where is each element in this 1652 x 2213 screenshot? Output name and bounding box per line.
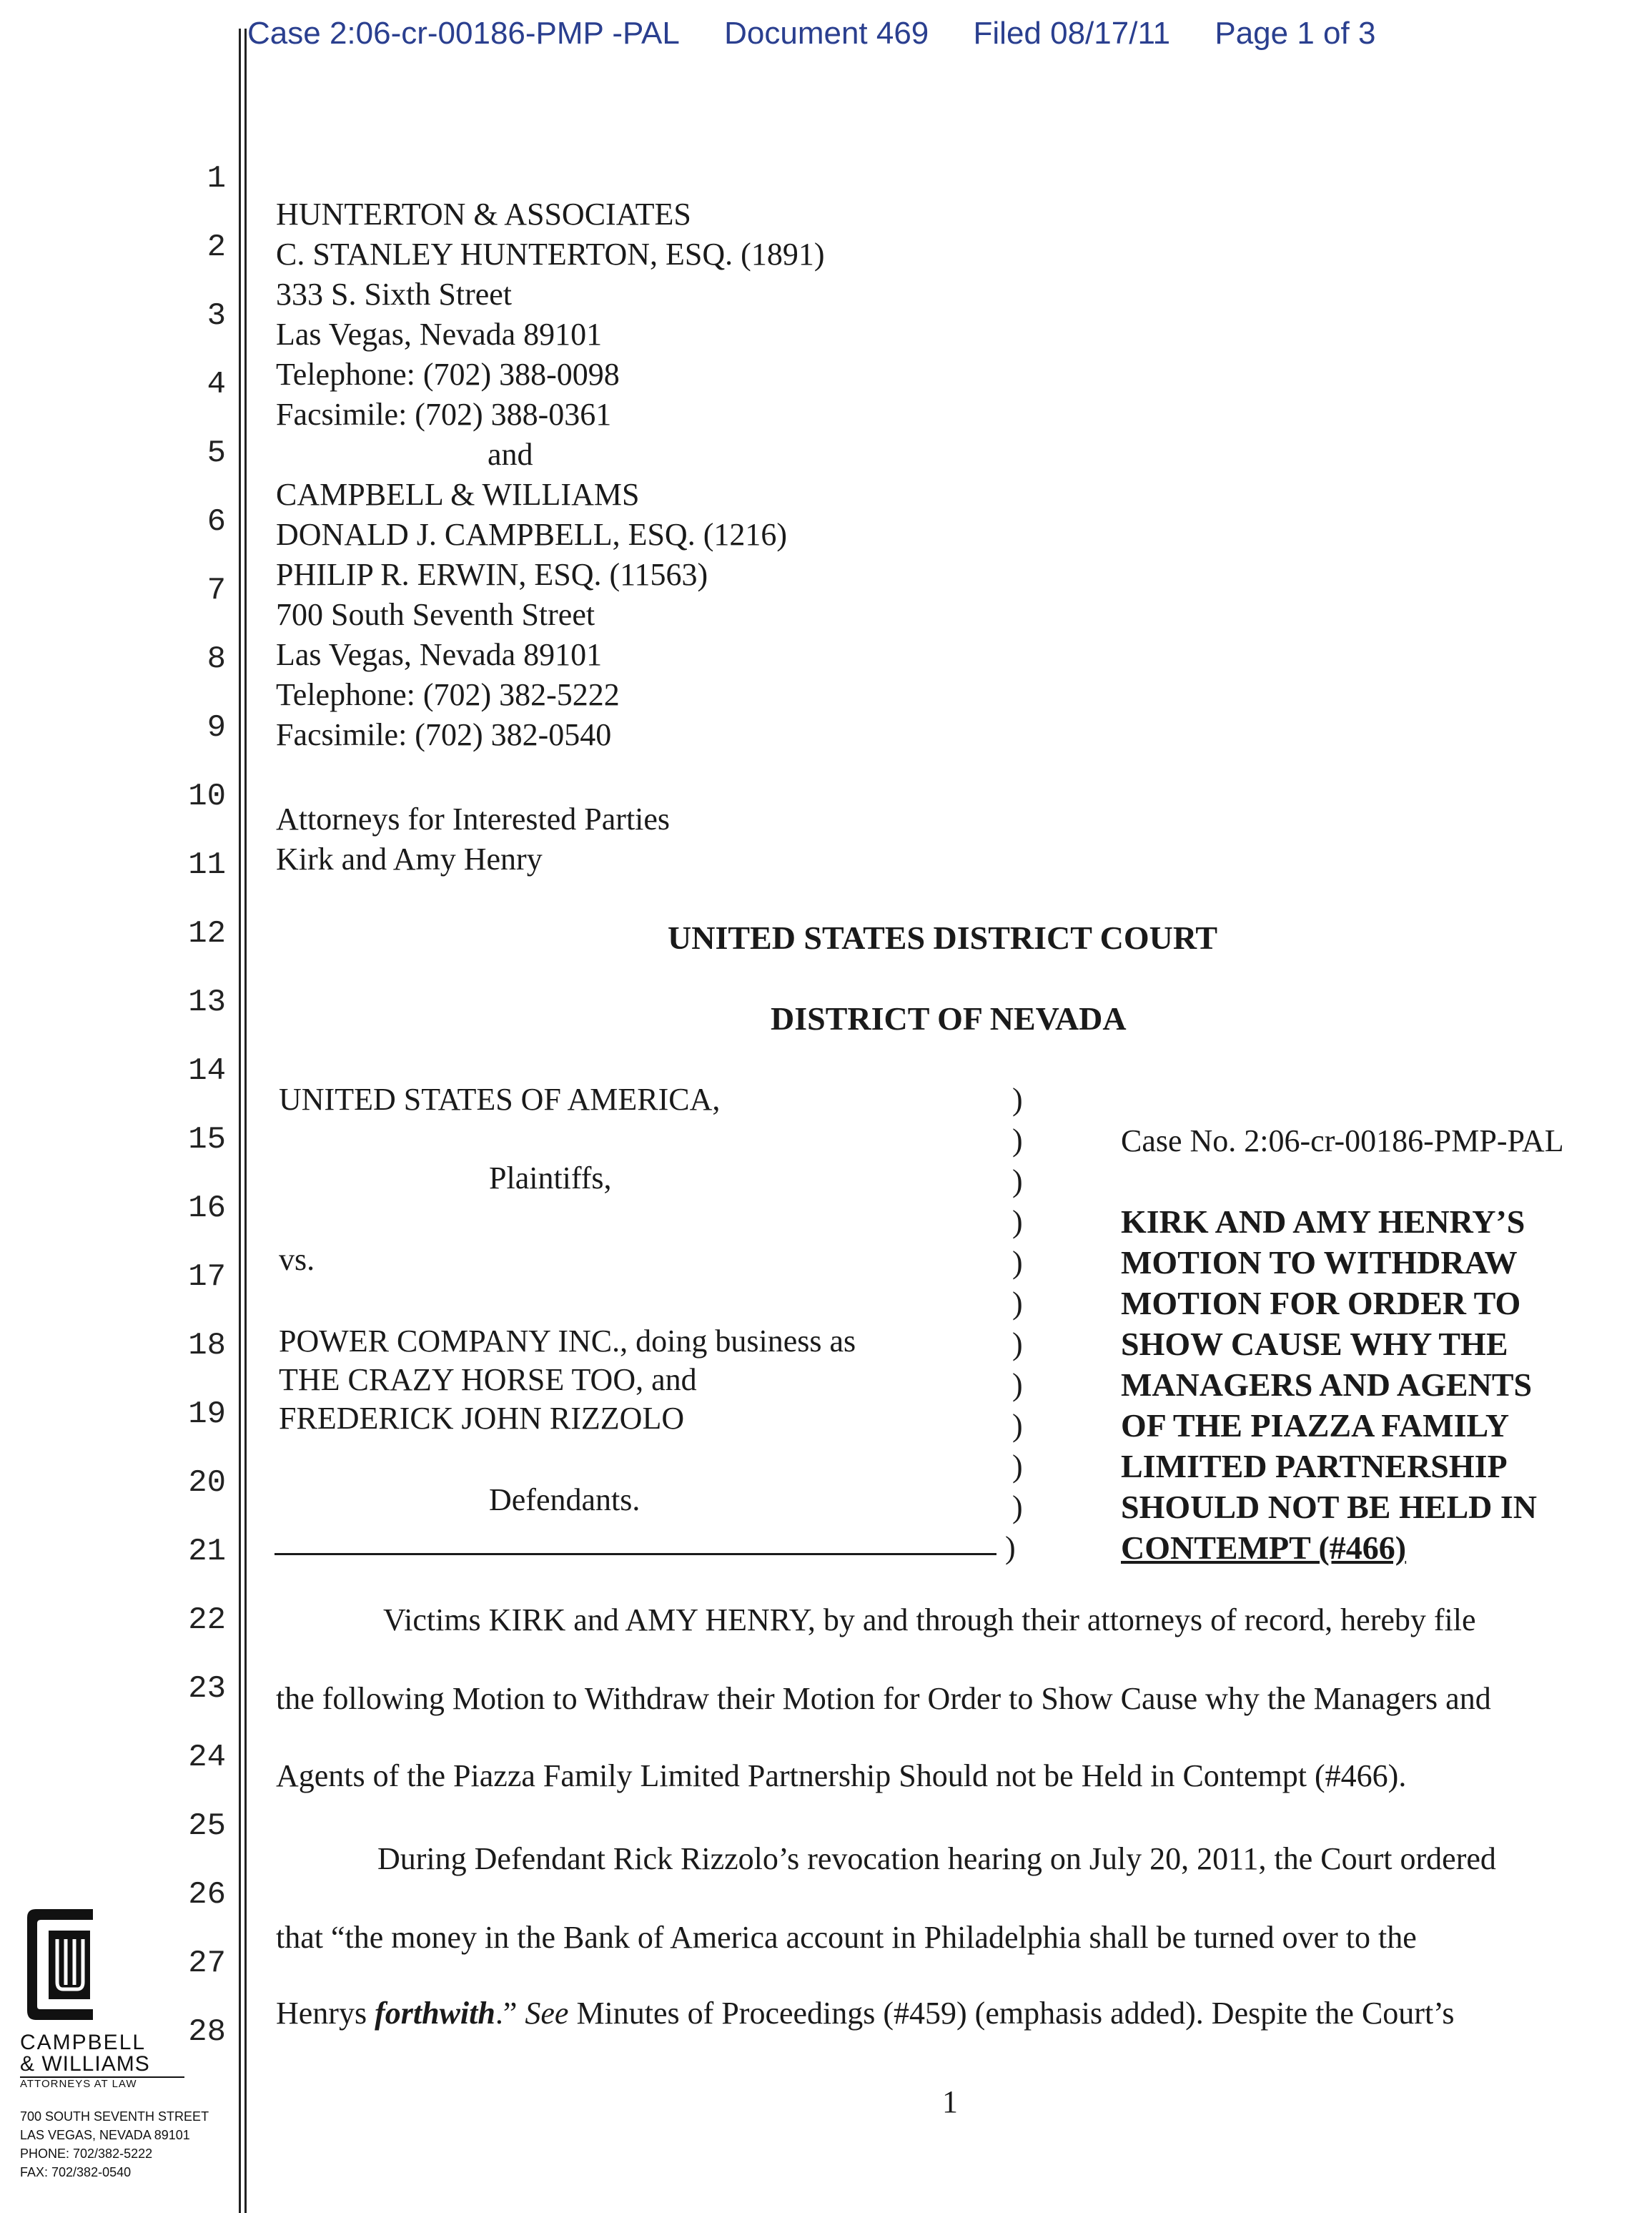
line-number: 4 [207, 367, 226, 403]
firm-phone: PHONE: 702/382-5222 [20, 2147, 153, 2161]
court-district: DISTRICT OF NEVADA [771, 1000, 1127, 1037]
caption-defendant-1: POWER COMPANY INC., doing business as [279, 1324, 856, 1359]
attorney-line: Facsimile: (702) 388-0361 [276, 397, 612, 432]
line-number: 20 [188, 1465, 226, 1501]
firm-address-1: 700 SOUTH SEVENTH STREET [20, 2109, 209, 2124]
motion-title-line: SHOW CAUSE WHY THE [1121, 1326, 1508, 1362]
motion-title-line: MANAGERS AND AGENTS [1121, 1366, 1533, 1403]
motion-title-line: OF THE PIAZZA FAMILY [1121, 1407, 1510, 1444]
line-number: 5 [207, 435, 226, 471]
page-number: 1 [942, 2084, 958, 2119]
body-paragraph-2-line-1: During Defendant Rick Rizzolo’s revocation hearing on July 20, 2011, the Court ordered [377, 1841, 1496, 1876]
paren: ) [1012, 1326, 1023, 1361]
line-number: 8 [207, 641, 226, 677]
firm-address-2: LAS VEGAS, NEVADA 89101 [20, 2128, 190, 2142]
paren: ) [1012, 1367, 1023, 1402]
line-number: 22 [188, 1602, 226, 1638]
body-paragraph-2-line-2: that “the money in the Bank of America account in Philadelphia shall be turned over to the [276, 1920, 1417, 1955]
line-number: 18 [188, 1328, 226, 1364]
firm-name-2: & WILLIAMS [20, 2052, 150, 2076]
line-number: 15 [188, 1122, 226, 1158]
paren: ) [1012, 1245, 1023, 1280]
attorney-line: Las Vegas, Nevada 89101 [276, 637, 603, 672]
line-number: 3 [207, 298, 226, 334]
line-number: 2 [207, 230, 226, 265]
paren: ) [1012, 1449, 1023, 1484]
attorneys-for-line: Kirk and Amy Henry [276, 842, 543, 877]
paren: ) [1012, 1204, 1023, 1239]
attorney-line: C. STANLEY HUNTERTON, ESQ. (1891) [276, 237, 825, 272]
line-number: 14 [188, 1053, 226, 1089]
attorney-line: DONALD J. CAMPBELL, ESQ. (1216) [276, 517, 787, 552]
motion-title [1121, 1201, 1537, 1568]
line-number: 13 [188, 985, 226, 1020]
paren: ) [1012, 1408, 1023, 1443]
body-text: .” [495, 1996, 525, 2031]
caption-defendant-2: THE CRAZY HORSE TOO, and [279, 1362, 697, 1397]
line-number: 9 [207, 710, 226, 746]
body-paragraph-1-line-3: Agents of the Piazza Family Limited Partnership Should not be Held in Contempt (#466). [276, 1758, 1407, 1793]
line-number: 11 [188, 847, 226, 883]
emphasis-text: forthwith [375, 1996, 495, 2031]
line-number: 19 [188, 1396, 226, 1432]
line-number: 23 [188, 1671, 226, 1707]
court-name: UNITED STATES DISTRICT COURT [668, 920, 1218, 956]
caption-vs: vs. [279, 1242, 315, 1277]
caption-plaintiff: UNITED STATES OF AMERICA, [279, 1082, 721, 1117]
body-text: Henrys [276, 1996, 375, 2031]
attorney-line: Telephone: (702) 382-5222 [276, 677, 620, 712]
line-number: 27 [188, 1946, 226, 1981]
motion-title-line: CONTEMPT (#466) [1121, 1529, 1407, 1566]
motion-title-line: MOTION FOR ORDER TO [1121, 1285, 1521, 1321]
body-paragraph-1-line-2: the following Motion to Withdraw their Motion for Order to Show Cause why the Managers and [276, 1681, 1491, 1716]
margin-rule-left [239, 29, 241, 2213]
filing-header [247, 16, 1411, 51]
body-paragraph-2-line-3 [276, 1995, 1641, 2031]
line-number: 25 [188, 1808, 226, 1844]
caption-defendant-role: Defendants. [489, 1482, 640, 1517]
header-filed-date: Filed 08/17/11 [973, 16, 1171, 51]
attorney-line: HUNTERTON & ASSOCIATES [276, 197, 691, 232]
header-document-number: Document 469 [724, 16, 929, 51]
motion-title-line: LIMITED PARTNERSHIP [1121, 1448, 1508, 1484]
paren: ) [1012, 1163, 1023, 1198]
attorney-line: and [488, 437, 533, 472]
attorney-line: Telephone: (702) 388-0098 [276, 357, 620, 392]
attorney-line: CAMPBELL & WILLIAMS [276, 477, 640, 512]
attorney-line: Las Vegas, Nevada 89101 [276, 317, 603, 352]
motion-title-line: MOTION TO WITHDRAW [1121, 1244, 1518, 1281]
line-number: 6 [207, 504, 226, 540]
line-number: 26 [188, 1877, 226, 1913]
line-number: 21 [188, 1534, 226, 1569]
line-number: 10 [188, 779, 226, 814]
body-text: Minutes of Proceedings (#459) (emphasis added). Despite the Court’s [568, 1996, 1455, 2031]
paren: ) [1005, 1530, 1016, 1565]
firm-fax: FAX: 702/382-0540 [20, 2165, 132, 2179]
motion-title-line: SHOULD NOT BE HELD IN [1121, 1489, 1537, 1525]
citation-signal: See [525, 1996, 569, 2031]
paren: ) [1012, 1286, 1023, 1321]
paren: ) [1012, 1082, 1023, 1117]
caption-plaintiff-role: Plaintiffs, [489, 1160, 612, 1196]
body-paragraph-1-line-1: Victims KIRK and AMY HENRY, by and through their attorneys of record, hereby file [383, 1602, 1476, 1637]
firm-tagline: ATTORNEYS AT LAW [20, 2078, 137, 2090]
attorney-line: Facsimile: (702) 382-0540 [276, 717, 612, 752]
line-number: 28 [188, 2014, 226, 2050]
paren: ) [1012, 1123, 1023, 1158]
line-number: 16 [188, 1191, 226, 1226]
caption-underline [274, 1553, 996, 1555]
header-page: Page 1 of 3 [1215, 16, 1376, 51]
paren: ) [1012, 1489, 1023, 1524]
line-number: 12 [188, 916, 226, 952]
header-case-number: Case 2:06-cr-00186-PMP -PAL [247, 16, 680, 51]
attorney-block [276, 194, 824, 755]
firm-logo-mark [21, 1902, 100, 2027]
attorney-line: 700 South Seventh Street [276, 597, 595, 632]
caption-defendant-3: FREDERICK JOHN RIZZOLO [279, 1401, 685, 1436]
motion-title-line: KIRK AND AMY HENRY’S [1121, 1203, 1525, 1240]
line-number: 7 [207, 573, 226, 608]
firm-logo [21, 1902, 100, 2031]
line-number: 1 [207, 161, 226, 197]
firm-name-1: CAMPBELL [20, 2031, 147, 2054]
attorneys-for-block [276, 799, 670, 879]
attorney-line: PHILIP R. ERWIN, ESQ. (11563) [276, 557, 708, 592]
margin-rule-right [244, 29, 247, 2213]
line-number: 24 [188, 1740, 226, 1775]
case-number: Case No. 2:06-cr-00186-PMP-PAL [1121, 1123, 1564, 1158]
line-number: 17 [188, 1259, 226, 1295]
attorney-line: 333 S. Sixth Street [276, 277, 513, 312]
attorneys-for-line: Attorneys for Interested Parties [276, 802, 671, 837]
